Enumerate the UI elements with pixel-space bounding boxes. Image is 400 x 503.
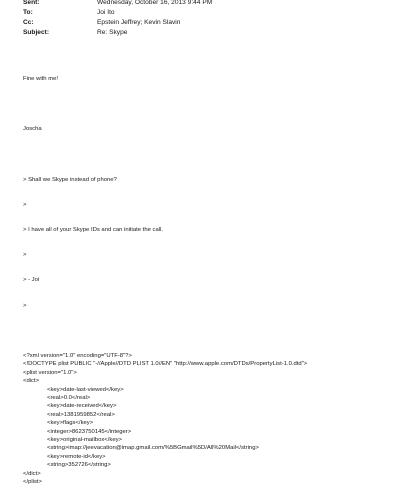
sent-label: Sent:	[23, 0, 40, 6]
sent-value: Wednesday, October 16, 2013 9:44 PM	[97, 0, 213, 6]
quoted-line: > Shall we Skype instead of phone?	[23, 176, 117, 183]
plist-line: <dict>	[23, 378, 40, 385]
cc-label: Cc:	[23, 19, 34, 26]
plist-line: </dict>	[23, 470, 41, 477]
plist-line: <string>imap://jeevacation@imap.gmail.com/%5BGmail%5D/All%20Mail</string>	[47, 445, 259, 452]
reply-text: Fine with me!	[23, 75, 59, 82]
cc-value: Epstein Jeffrey; Kevin Slavin	[97, 19, 181, 26]
plist-line: <key>date-last-viewed</key>	[47, 386, 124, 393]
plist-line: <real>0.0</real>	[47, 395, 91, 401]
plist-line: <plist version="1.0">	[23, 369, 77, 376]
plist-line: <integer>8623750145</integer>	[47, 428, 132, 435]
plist-line: <key>flags</key>	[47, 420, 94, 427]
plist-line: <key>remote-id</key>	[47, 453, 106, 460]
quoted-line: > - Joi	[23, 277, 40, 284]
plist-block	[23, 352, 393, 486]
plist-line: <real>1381959852</real>	[47, 411, 115, 418]
quoted-line: >	[23, 252, 27, 259]
email-body	[23, 58, 393, 503]
plist-line: <!DOCTYPE plist PUBLIC "-//Apple//DTD PLIST 1.0//EN" "http://www.apple.com/DTDs/PropertyList-1.0.dtd">	[23, 361, 308, 368]
plist-line: <key>original-mailbox</key>	[47, 436, 122, 443]
quoted-line: > I have all of your Skype IDs and can initiate the call.	[23, 227, 163, 234]
plist-line: </plist>	[23, 478, 42, 485]
plist-line: <string>352726</string>	[47, 462, 111, 469]
plist-line: <?xml version="1.0" encoding="UTF-8"?>	[23, 353, 132, 360]
to-label: To:	[23, 9, 33, 16]
to-value: Joi Ito	[97, 9, 115, 16]
subject-value: Re: Skype	[97, 29, 128, 36]
plist-line: <key>date-received</key>	[47, 403, 117, 410]
quoted-line: >	[23, 201, 27, 208]
subject-label: Subject:	[23, 29, 50, 36]
quoted-line: >	[23, 302, 27, 309]
signature: Joscha	[23, 126, 42, 133]
